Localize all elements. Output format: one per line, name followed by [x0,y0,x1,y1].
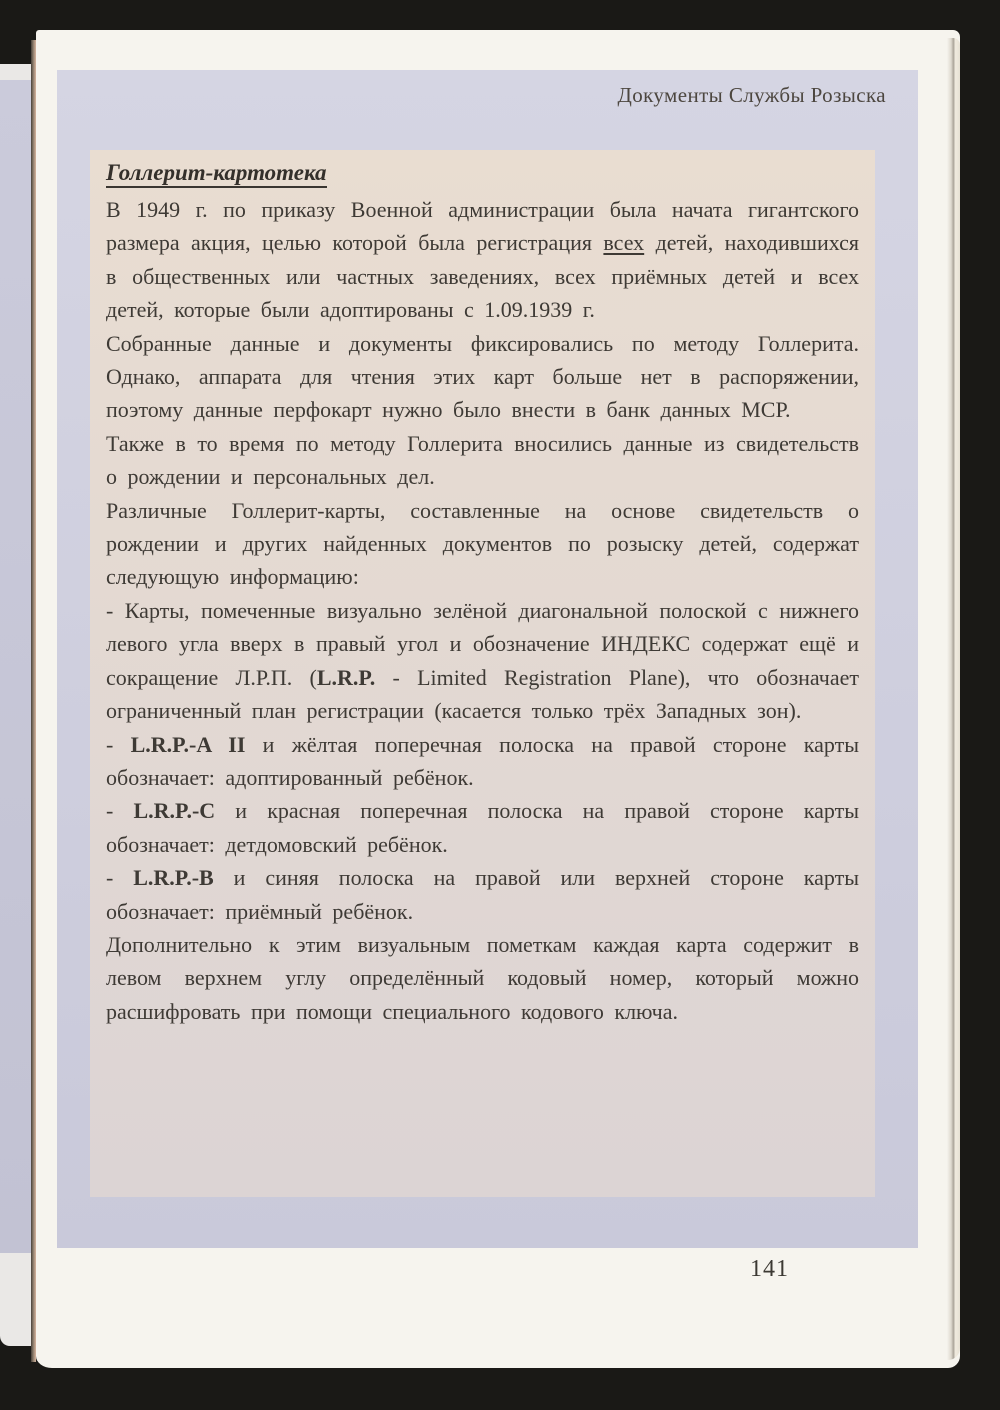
paragraph-7-bullet-lrp-c [106,794,859,861]
article-title-text: Голлерит-картотека [106,160,327,188]
text-segment: детей, находившихся в общественных или частных заведениях, всех приёмных детей и всех детей, которые были адоптированы с 1.09.1939 г. [106,230,860,323]
paragraph-3 [106,427,859,494]
paragraph-8-bullet-lrp-b [106,861,859,928]
adjacent-page-edge [0,64,31,1346]
text-segment: Также в то время по методу Голлерита вносились данные из свидетельств о рождении и персональных дел. [106,430,859,490]
text-segment: В 1949 г. по приказу Военной администрации была начата гигантского размера акция, целью которой была регистрация [106,197,859,256]
text-segment: и красная поперечная полоска на правой стороне карты обозначает: детдомовский ребёнок. [106,798,860,857]
page-edge-stack [947,38,960,1360]
text-segment: - [106,865,134,891]
text-segment-bold: L.R.P.-C [133,798,216,824]
text-segment: Дополнительно к этим визуальным пометкам каждая карта содержит в левом верхнем углу определённый кодовый номер, который можно расшифровать при помощи специального кодового ключа. [106,931,859,1024]
page-number: 141 [750,1256,789,1282]
text-segment: - [106,731,131,757]
page-tint-area [57,70,918,1248]
paragraph-2 [106,327,859,427]
text-panel [90,150,875,1197]
text-segment: Различные Голлерит-карты, составленные на основе свидетельств о рождении и других найденных документов по розыску детей, содержат следующую информацию: [106,497,859,590]
book-page [36,30,960,1368]
text-segment-bold: L.R.P.-B [133,865,214,891]
running-header: Документы Службы Розыска [617,83,886,107]
text-segment-bold: L.R.P. [316,664,376,690]
text-segment-underlined: всех [603,230,645,256]
adjacent-page-tint [0,80,31,1253]
paragraph-6-bullet-lrp-a [106,728,859,795]
text-segment: - Карты, помеченные визуально зелёной диагональной полоской с нижнего левого угла вверх в правый угол и обозначение ИНДЕКС содержат ещё и сокращение Л.Р.П. ( [106,597,859,690]
text-segment: Собранные данные и документы фиксировались по методу Голлерита. Однако, аппарата для чтения этих карт больше нет в распоряжении, поэтому данные перфокарт нужно было внести в банк данных МСР. [106,330,859,423]
text-segment: - Limited Registration Plane), что обозначает ограниченный план регистрации (касается только трёх Западных зон). [106,664,860,724]
text-segment: - [106,798,134,824]
paragraph-9 [106,928,859,1028]
paragraph-5-bullet-green [106,594,859,728]
article-title [106,160,859,186]
text-segment: и синяя полоска на правой или верхней стороне карты обозначает: приёмный ребёнок. [106,865,859,924]
paragraph-4 [106,494,859,594]
text-segment: и жёлтая поперечная полоска на правой стороне карты обозначает: адоптированный ребёнок. [106,731,859,790]
paragraph-1 [106,193,859,327]
text-segment-bold: L.R.P.-A II [130,731,246,757]
